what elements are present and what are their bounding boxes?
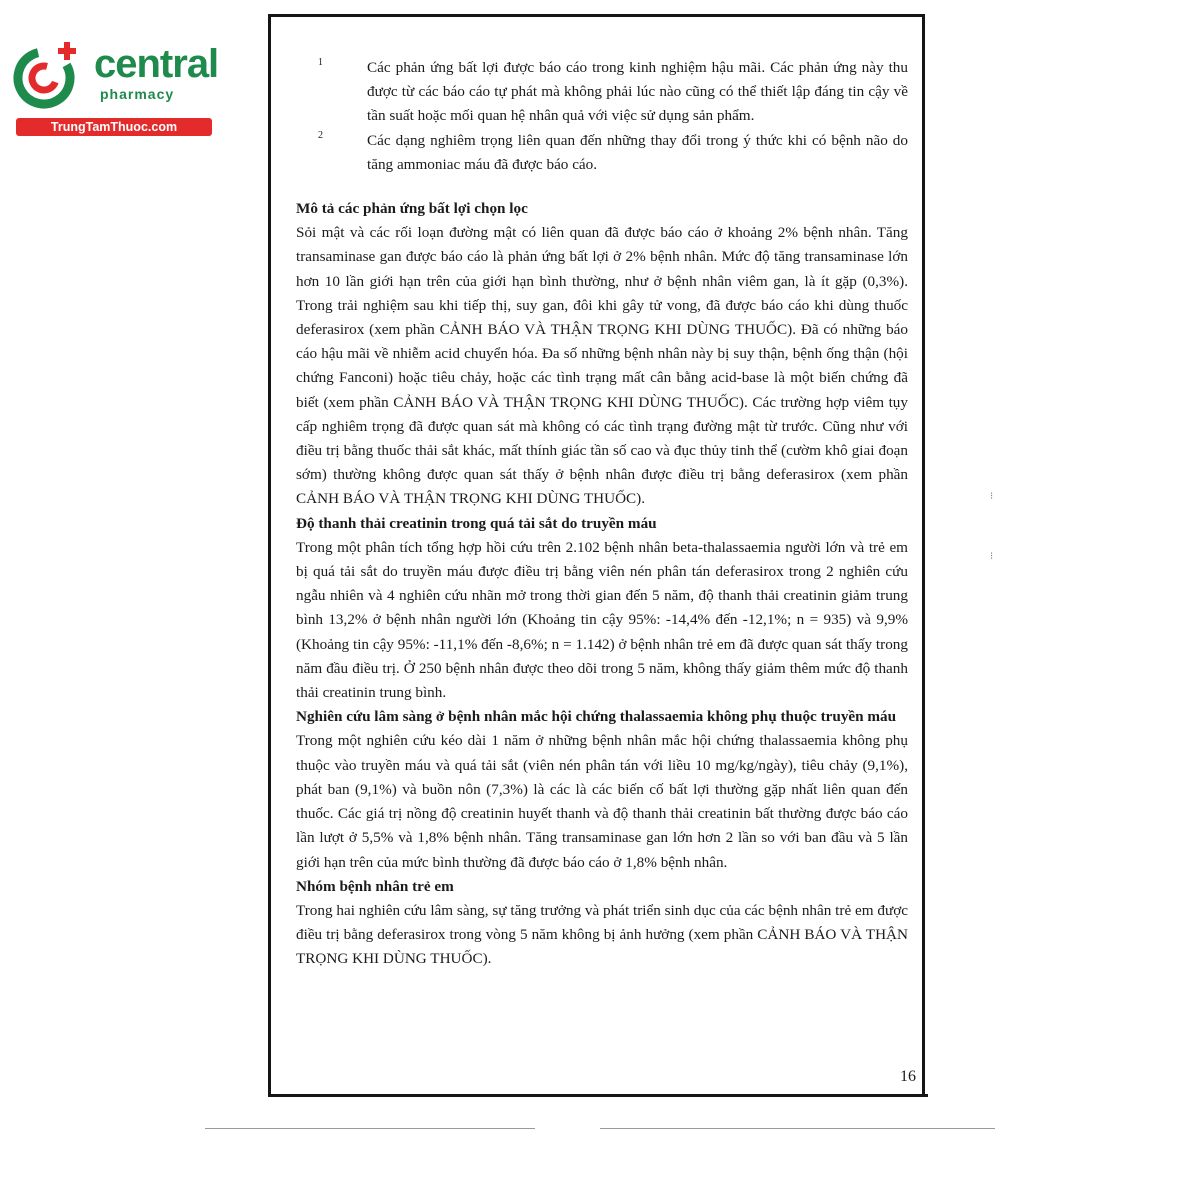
page-border-left: [268, 14, 271, 1096]
scan-rule-left: [205, 1128, 535, 1129]
section-paragraph: Sỏi mật và các rối loạn đường mật có liên quan đã được báo cáo ở khoảng 2% bệnh nhân. Tăng transaminase gan được báo cáo là phản ứng bất lợi ở 2% bệnh nhân. Mức độ tăng transaminase lớn hơn 10 lần giới hạn trên của giới hạn bình thường, như ở bệnh nhân viêm gan, là ít gặp (0,3%). Trong trải nghiệm sau khi tiếp thị, suy gan, đôi khi gây tử vong, đã được báo cáo khi dùng thuốc deferasirox (xem phần CẢNH BÁO VÀ THẬN TRỌNG KHI DÙNG THUỐC). Đã có những báo cáo hậu mãi về nhiễm acid chuyển hóa. Đa số những bệnh nhân này bị suy thận, bệnh ống thận (hội chứng Fanconi) hoặc tiêu chảy, hoặc các tình trạng mất cân bằng acid-base là một biến chứng đã biết (xem phần CẢNH BÁO VÀ THẬN TRỌNG KHI DÙNG THUỐC). Các trường hợp viêm tụy cấp nghiêm trọng đã được quan sát mà không có các tình trạng đường mật từ trước. Cũng như với điều trị bằng thuốc thải sắt khác, mất thính giác tần số cao và đục thủy tinh thể (cườm khô giai đoạn sớm) thường không được quan sát thấy ở bệnh nhân được điều trị bằng deferasirox (xem phần CẢNH BÁO VÀ THẬN TRỌNG KHI DÙNG THUỐC).: [296, 224, 908, 508]
page-border-top: [268, 14, 925, 17]
document-body: [296, 56, 908, 972]
brand-name: central: [94, 42, 219, 86]
footnote-number: 2: [318, 129, 323, 141]
page-border-bottom: [268, 1094, 928, 1097]
brand-subtitle: pharmacy: [100, 86, 175, 102]
section-heading: Nhóm bệnh nhân trẻ em: [296, 877, 454, 895]
scan-rule-right: [600, 1128, 995, 1129]
scan-speck: ⁝: [990, 551, 994, 562]
section-heading: Độ thanh thải creatinin trong quá tải sắt do truyền máu: [296, 514, 657, 532]
footnote-text: Các phản ứng bất lợi được báo cáo trong kinh nghiệm hậu mãi. Các phản ứng này thu được từ các báo cáo tự phát mà không phải lúc nào cũng có thể thiết lập đáng tin cậy về tần suất hoặc mối quan hệ nhân quả với việc sử dụng sản phẩm.: [367, 59, 908, 125]
section-paragraph: Trong một phân tích tổng hợp hồi cứu trên 2.102 bệnh nhân beta-thalassaemia người lớn và trẻ em bị quá tải sắt do truyền máu được điều trị bằng viên nén phân tán deferasirox trong 2 nghiên cứu ngẫu nhiên và 4 nghiên cứu nhãn mở trong thời gian đến 5 năm, độ thanh thải creatinin giảm trung bình 13,2% ở bệnh nhân người lớn (Khoảng tin cậy 95%: -14,4% đến -12,1%; n = 935) và 9,9% (Khoảng tin cậy 95%: -11,1% đến -8,6%; n = 1.142) ở bệnh nhân trẻ em đã được quan sát thấy trong năm đầu điều trị. Ở 250 bệnh nhân được theo dõi trong 5 năm, không thấy giảm thêm mức độ thanh thải creatinin trung bình.: [296, 538, 908, 702]
page-border-right: [922, 14, 925, 1096]
brand-url: TrungTamThuoc.com: [16, 118, 212, 136]
central-pharmacy-logo: [10, 36, 220, 136]
page-number: 16: [900, 1068, 916, 1085]
section-heading: Nghiên cứu lâm sàng ở bệnh nhân mắc hội chứng thalassaemia không phụ thuộc truyền máu: [296, 708, 897, 726]
section-paragraph: Trong một nghiên cứu kéo dài 1 năm ở những bệnh nhân mắc hội chứng thalassaemia không phụ thuộc vào truyền máu và quá tải sắt (viên nén phân tán với liều 10 mg/kg/ngày), tiêu chảy (9,1%), phát ban (9,1%) và buồn nôn (7,3%) là các là các biến cố bất lợi thường gặp nhất liên quan đến thuốc. Các giá trị nồng độ creatinin huyết thanh và độ thanh thải creatinin bất thường được báo cáo lần lượt ở 5,5% và 1,8% bệnh nhân. Tăng transaminase gan lớn hơn 2 lần so với ban đầu và 5 lần giới hạn trên của mức bình thường đã được báo cáo ở 1,8% bệnh nhân.: [296, 732, 908, 871]
pharmacy-cross-icon: [12, 40, 82, 110]
footnote: [296, 129, 908, 177]
scan-speck: ⁝: [990, 491, 994, 502]
footnote-text: Các dạng nghiêm trọng liên quan đến những thay đổi trong ý thức khi có bệnh não do tăng ammoniac máu đã được báo cáo.: [367, 131, 908, 173]
section-paragraph: Trong hai nghiên cứu lâm sàng, sự tăng trưởng và phát triển sinh dục của các bệnh nhân trẻ em được điều trị bằng deferasirox trong vòng 5 năm không bị ảnh hưởng (xem phần CẢNH BÁO VÀ THẬN TRỌNG KHI DÙNG THUỐC).: [296, 901, 908, 968]
footnote: [296, 56, 908, 129]
footnote-number: 1: [318, 57, 323, 68]
section-heading: Mô tả các phản ứng bất lợi chọn lọc: [296, 200, 528, 218]
